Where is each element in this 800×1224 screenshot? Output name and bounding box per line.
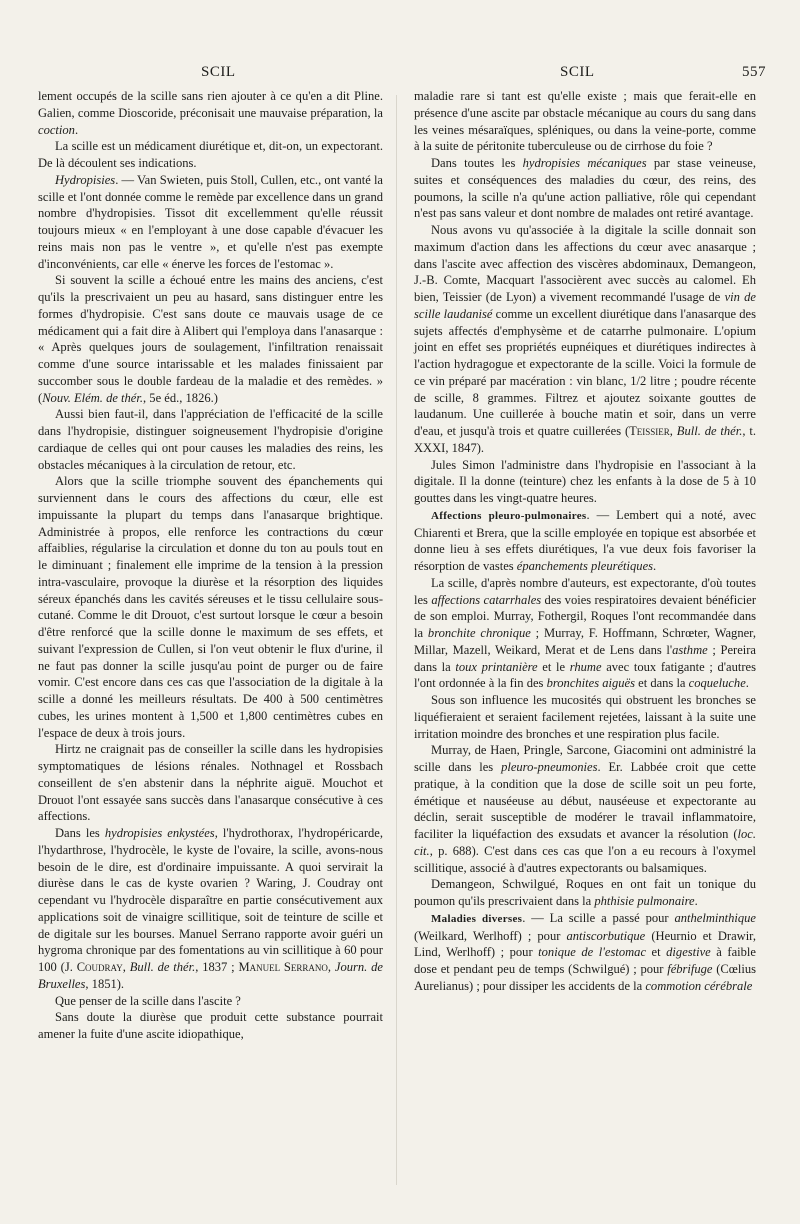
text-run: pleuro-pneumonies bbox=[501, 760, 598, 774]
text-run: , p. 688). C'est dans ces cas que l'on a eu recours à l'oxymel scillitique, associé à d'autres expectorants ou balsamiques. bbox=[414, 843, 756, 875]
text-run: Manuel Serrano bbox=[238, 960, 328, 974]
text-run: Teissier bbox=[629, 424, 670, 438]
running-header bbox=[0, 64, 800, 86]
text-run: Coudray bbox=[76, 960, 123, 974]
text-run: phthisie pulmonaire bbox=[594, 894, 695, 908]
text-run: lement occupés de la scille sans rien ajouter à ce qu'en a dit Pline. Galien, comme Dioscoride, préconisait une mauvaise préparation, la bbox=[38, 89, 383, 120]
paragraph bbox=[38, 1009, 383, 1043]
text-run: , 1837 ; bbox=[195, 960, 239, 974]
paragraph bbox=[414, 876, 756, 910]
paragraph bbox=[38, 993, 383, 1010]
paragraph bbox=[38, 741, 383, 825]
text-run: avec toux fatigante ; d'autres l'ont ordonnée à la fin des bbox=[414, 659, 756, 691]
text-run: Alors que la scille triomphe souvent des épanchements qui surviennent dans le cours des affections du cœur, elle est impuissante la plupart du temps dans l'anasarque brightique. Administrée à propos, elle renforce les contractions du cœur affaiblies, régularise la circulation et donne du ton au pouls tout en le diminuant ; finalement elle imprime de la tension à la pression intra-vasculaire, provoque la diurèse et la résorption des liquides séreux épanchés dans les cavités séreuses et le tissu cellulaire sous-cutané. Comme le dit Drouot, c'est surtout lorsque le cœur a besoin d'être renforcé que la scille donne le maximum de ses effets, et suivant l'expression de Cullen, si l'on veut obtenir le flux d'urine, il ne faut pas donner la scille jusqu'au point de purger ou de faire vomir. C'est encore dans ces cas que l'association de la digitale à la scille a donné les meilleurs résultats. De 400 à 500 centimètres cubes, les urines montent à 1,500 et 1,800 centimètres cubes en l'espace de deux à trois jours. bbox=[38, 474, 383, 740]
text-run: . — La scille a passé pour bbox=[522, 910, 675, 925]
text-run: à faible dose et pendant peu de temps (Schwilgué) ; pour bbox=[414, 945, 756, 976]
text-run: épanchements pleurétiques bbox=[516, 559, 654, 573]
paragraph bbox=[38, 272, 383, 406]
text-run: Hirtz ne craignait pas de conseiller la scille dans les hydropisies symptomatiques de lésions rénales. Nothnagel et Rossbach conseillent de s'en abstenir dans la néphrite aiguë. Mouchot et Drouot l'ont essayée sans succès dans l'anasarque consécutive à ces affections. bbox=[38, 742, 383, 824]
text-run: Dans toutes les bbox=[431, 156, 523, 170]
paragraph bbox=[38, 406, 383, 473]
text-run: . bbox=[745, 676, 749, 691]
text-run: , bbox=[327, 960, 335, 974]
text-run: . bbox=[694, 894, 698, 908]
text-run: et dans la bbox=[634, 676, 689, 691]
text-run: (Cœlius Aurelianus) ; pour dissiper les accidents de la bbox=[414, 962, 756, 993]
text-run: Nous avons vu qu'associée à la digitale la scille donnait son maximum d'action dans les affections du cœur avec anasarque ; dans l'ascite avec affection des viscères abdominaux, Demangeon, J.-B. Comte, Macquart l'associèrent avec succès au calomel. Eh bien, Teissier (de Lyon) a vivement recommandé l'usage de bbox=[414, 223, 756, 304]
paragraph bbox=[414, 692, 756, 742]
paragraph bbox=[38, 825, 383, 993]
text-run: . Er. Labbée croit que cette pratique, à la condition que la dose de scille soit un peu forte, émétique et nauséeuse au début, nauséeuse et expectorante au déclin, serait susceptible de modérer le travail inflammatoire, faciliter la liquéfaction des exsudats et avancer la résolution ( bbox=[414, 760, 757, 841]
text-run: par stase veineuse, suites et conséquences des maladies du cœur, des reins, des poumons, la scille n'a qu'une action palliative, rôle qui cependant n'est pas sans valeur et dont nombre de malades ont retiré avantage. bbox=[414, 156, 756, 221]
paragraph bbox=[414, 910, 756, 995]
text-run: coction bbox=[38, 122, 75, 137]
right-column bbox=[414, 88, 756, 995]
text-run: affections catarrhales bbox=[431, 592, 542, 607]
text-run: , bbox=[669, 424, 677, 438]
text-run: des voies respiratoires devaient bénéficier de son emploi. Murray, Fothergil, Roques l'ont recommandée dans la bbox=[414, 592, 757, 640]
text-run: , 5e éd., 1826.) bbox=[143, 390, 218, 405]
text-run: Murray, de Haen, Pringle, Sarcone, Giacomini ont administré la scille dans les bbox=[414, 743, 756, 774]
left-column bbox=[38, 88, 383, 1043]
text-run: antiscorbutique bbox=[566, 928, 646, 943]
text-run: Bull. de thér. bbox=[676, 424, 743, 438]
page-number: 557 bbox=[742, 64, 766, 80]
text-run: (Heurnio et Drawir, Lind, Werlhoff) ; pour bbox=[414, 928, 756, 960]
text-run: . bbox=[74, 122, 79, 137]
paragraph bbox=[414, 222, 756, 457]
text-run: anthelminthique bbox=[674, 910, 756, 925]
text-run: bronchites aiguës bbox=[546, 676, 635, 691]
text-run: vin de scille laudanisé bbox=[414, 290, 756, 321]
text-run: toux printanière bbox=[455, 659, 538, 674]
text-run: et bbox=[646, 945, 667, 960]
paragraph bbox=[414, 155, 756, 222]
text-run: , t. XXXI, 1847). bbox=[414, 424, 756, 455]
text-run: La scille est un médicament diurétique et, dit-on, un expectorant. De là découlent ses indications. bbox=[38, 139, 383, 170]
paragraph bbox=[414, 88, 756, 155]
text-run: coqueluche bbox=[688, 676, 746, 691]
text-run: Nouv. Elém. de thér. bbox=[42, 390, 144, 405]
text-run: hydropisies enkystées bbox=[104, 826, 215, 840]
text-run: comme un excellent diurétique dans l'anasarque des sujets affectés d'emphysème et de catarrhe pulmonaire. L'opium joint en effet ses propriétés eupnéiques et diurétiques indirectes à l'action hydragogue et expectorante de la scille. Voici la formule de ce vin préparé par macération : vin blanc, 1/2 litre ; poudre récente de scille, 8 grammes. Filtrez et ajoutez soixante gouttes de laudanum. Une cuillerée à bouche matin et soir, dans un verre d'eau, et jusqu'à trois et quatre cuillerées ( bbox=[414, 306, 756, 438]
section-heading: Maladies diverses bbox=[431, 912, 523, 925]
text-run: (Weilkard, Werlhoff) ; pour bbox=[414, 928, 567, 943]
text-run: Jules Simon l'administre dans l'hydropisie en l'associant à la digitale. Il la donne (teinture) chez les enfants à la dose de 5 à 10 gouttes dans les vingt-quatre heures. bbox=[414, 457, 756, 505]
text-run: maladie rare si tant est qu'elle existe ; mais que ferait-elle en présence d'une ascite par obstacle mécanique au cours du sang dans les veines mésaraïques, spléniques, ou dans la veine-porte, comme à la suite de péritonite tuberculeuse ou de cirrhose du foie ? bbox=[414, 89, 756, 154]
text-run: digestive bbox=[666, 945, 711, 960]
text-run: et le bbox=[537, 659, 570, 674]
section-heading: Affections pleuro-pulmonaires bbox=[431, 509, 587, 522]
text-run: La scille, d'après nombre d'auteurs, est expectorante, d'où toutes les bbox=[414, 575, 756, 607]
text-run: Journ. de Bruxelles bbox=[38, 960, 383, 991]
text-run: ; Pereira dans la bbox=[414, 642, 756, 674]
text-run: Demangeon, Schwilgué, Roques en ont fait un tonique du poumon qu'ils prescrivaient dans la bbox=[414, 877, 756, 908]
paragraph bbox=[38, 473, 383, 741]
paragraph bbox=[414, 575, 756, 692]
text-run: Dans les bbox=[55, 826, 105, 840]
text-run: bronchite chronique bbox=[427, 626, 531, 640]
text-run: . — Lembert qui a noté, avec Chiarenti et Brera, que la scille employée en topique est absorbée et donne lieu à ses effets diurétiques, l'a vue deux fois favoriser la résorption de vastes bbox=[414, 507, 756, 573]
text-run: tonique de l'estomac bbox=[538, 945, 647, 960]
text-run: , 1851). bbox=[85, 976, 125, 991]
text-run: Bull. de thér. bbox=[129, 960, 196, 974]
text-run: . — Van Swieten, puis Stoll, Cullen, etc., ont vanté la scille et l'ont donnée comme le remède par excellence dans un grand nombre d'hydropisies. Tissot dit excellemment qu'elle réussit toujours mieux « en l'employant à une dose capable d'évacuer les reins mais non pas le ventre », et qu'elle n'est pas exempte d'inconvénients, car elle « énerve les forces de l'estomac ». bbox=[38, 172, 383, 271]
paragraph bbox=[38, 88, 383, 138]
right-running-title: SCIL bbox=[560, 64, 595, 80]
text-run: asthme bbox=[672, 642, 708, 657]
text-run: Hydropisies bbox=[55, 172, 116, 187]
paragraph bbox=[414, 507, 756, 575]
left-running-title: SCIL bbox=[201, 64, 236, 80]
text-run: ; Murray, F. Hoffmann, Schrœter, Wagner, Millar, Mazell, Weikard, Merat et de Lens dans l' bbox=[414, 626, 756, 657]
text-run: , bbox=[122, 960, 130, 974]
column-divider bbox=[396, 95, 397, 1185]
text-run: loc. cit. bbox=[414, 827, 756, 858]
text-run: , l'hydrothorax, l'hydropéricarde, l'hydarthrose, l'hydrocèle, le kyste de l'ovaire, la scille, avons-nous besoin de le dire, est d'ordinaire impuissante. A quoi servirait la diurèse dans le cas de kyste ovarien ? Waring, J. Coudray ont cependant vu l'hydrocèle disparaître en partie consécutivement aux applications soit de vinaigre scillitique, soit de teinture de scille et de digitale sur les bourses. Manuel Serrano rapporte avoir guéri un hygroma chronique par des fomentations au vin scillitique à 60 pour 100 (J. bbox=[38, 826, 383, 974]
text-run: commotion cérébrale bbox=[645, 978, 753, 993]
paragraph bbox=[414, 457, 756, 507]
text-run: Aussi bien faut-il, dans l'appréciation de l'efficacité de la scille dans l'hydropisie, distinguer soigneusement l'hydropisie d'origine cardiaque de celles qui ont pour causes les maladies des reins, les obstacles mécaniques à la circulation de retour, etc. bbox=[38, 407, 383, 472]
text-run: . bbox=[653, 559, 657, 573]
text-run: Sous son influence les mucosités qui obstruent les bronches se liquéfieraient et seraient facilement rejetées, laissant à la suite une irritation moindre des bronches et une respiration plus facile. bbox=[414, 693, 756, 741]
text-run: Si souvent la scille a échoué entre les mains des anciens, c'est qu'ils la prescrivaient un peu au hasard, sans distinguer entre les formes d'hydropisie. C'est sans doute ce mauvais usage de ce médicament qui a fait dire à Alibert qui l'employa dans l'anasarque : « Après quelques jours de soulagement, l'infiltration renaissait comme d'une source intarissable et les malades finissaient par succomber sous le double fardeau de la maladie et des remèdes. » ( bbox=[38, 273, 383, 405]
text-run: fébrifuge bbox=[667, 962, 713, 976]
paragraph bbox=[414, 742, 756, 876]
text-run: rhume bbox=[569, 659, 602, 674]
text-run: Que penser de la scille dans l'ascite ? bbox=[55, 993, 241, 1008]
paragraph bbox=[38, 138, 383, 172]
paragraph bbox=[38, 172, 383, 273]
text-run: Sans doute la diurèse que produit cette substance pourrait amener la fuite d'une ascite idiopathique, bbox=[38, 1010, 383, 1041]
text-run: hydropisies mécaniques bbox=[522, 156, 647, 170]
